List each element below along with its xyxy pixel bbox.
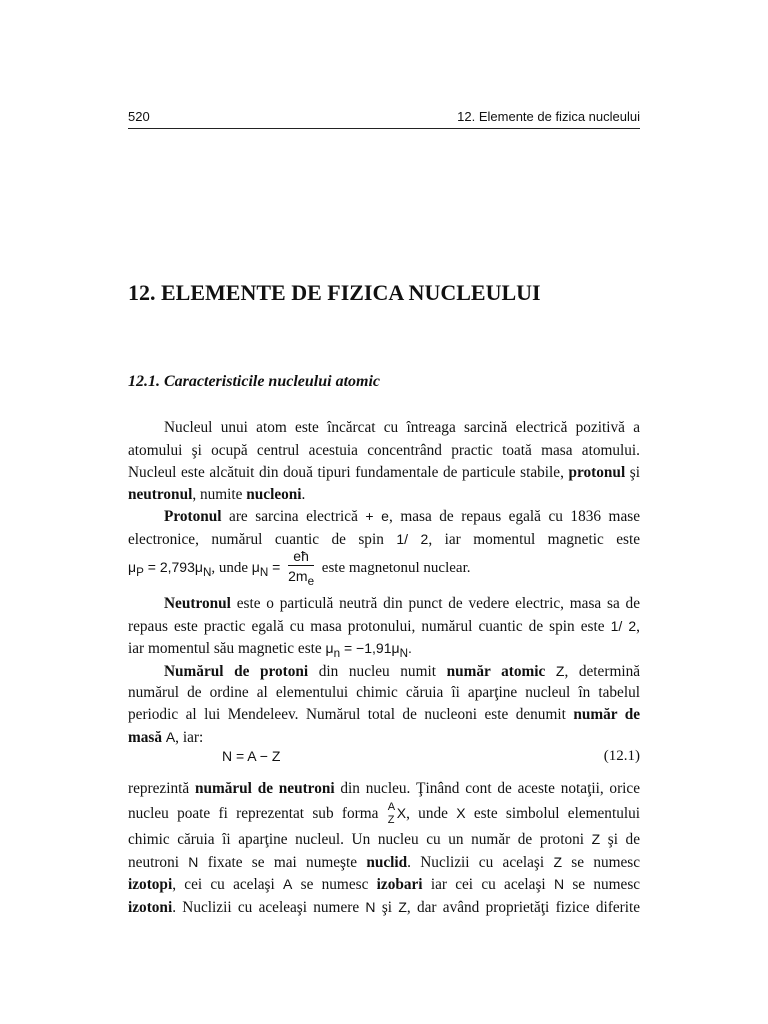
page-number: 520 [128, 109, 150, 124]
section-title: 12.1. Caracteristicile nucleului atomic [128, 373, 380, 390]
paragraph-line: chimic căruia îi aparţine nucleul. Un nucleu cu un număr de protoni Z şi de [128, 831, 640, 848]
magnetic-moment-formula: $\mu_P = 2,793\mu_N$, unde $\mu_N$ = $\frac{eħ}{2m_e}$ este magnetonul nuclear. [128, 548, 471, 589]
paragraph-line: neutroni N fixate se mai numeşte nuclid. Nuclizii cu acelaşi Z se numesc [128, 854, 641, 871]
paragraph-line: Nucleul este alcătuit din două tipuri fundamentale de particule stabile, protonul şi [128, 464, 640, 481]
paragraph-line: numărul de ordine al elementului chimic căruia îi aparţine nucleul în tabelul [128, 684, 640, 701]
magneton-fraction: $\frac{eħ}{2m_e}$ [288, 548, 315, 589]
paragraph-line: Numărul de protoni din nucleu numit număr atomic Z, determină [164, 663, 641, 680]
paragraph-line: Nucleul unui atom este încărcat cu întreaga sarcină electrică pozitivă a [164, 419, 640, 436]
paragraph-line: masă A, iar: [128, 729, 204, 746]
paragraph-line: reprezintă numărul de neutroni din nucleu. Ţinând cont de aceste notaţii, orice [128, 780, 641, 797]
paragraph-line: iar momentul său magnetic este $\mu_n = -1,91\mu_N$. [128, 640, 412, 660]
paragraph-line: atomului şi ocupă centrul acestuia concentrând practic toată masa atomului. [128, 442, 640, 459]
equation-number: (12.1) [603, 748, 640, 764]
equation: N = A − Z [222, 748, 281, 764]
paragraph-line: izotopi, cei cu acelaşi A se numesc izobari iar cei cu acelaşi N se numesc [128, 876, 641, 893]
paragraph-line: periodic al lui Mendeleev. Numărul total de nucleoni este denumit număr de [128, 706, 640, 723]
paragraph-line: Neutronul este o particulă neutră din punct de vedere electric, masa sa de [164, 595, 640, 612]
paragraph-line: Protonul are sarcina electrică + e, masa de repaus egală cu 1836 mase [164, 508, 640, 525]
nuclide-notation: A Z [387, 801, 396, 827]
paragraph-line: electronice, numărul cuantic de spin 1/ 2, iar momentul magnetic este [128, 531, 640, 548]
chapter-title: 12. ELEMENTE DE FIZICA NUCLEULUI [128, 280, 541, 305]
paragraph-line: repaus este practic egală cu masa protonului, numărul cuantic de spin este 1/ 2, [128, 618, 640, 635]
paragraph-line: neutronul, numite nucleoni. [128, 486, 306, 503]
paragraph-line: nucleu poate fi reprezentat sub forma A Z X, unde X este simbolul elementului [128, 801, 640, 827]
paragraph-line: izotoni. Nuclizii cu aceleaşi numere N şi Z, dar având proprietăţi fizice diferite [128, 899, 640, 916]
running-header-title: 12. Elemente de fizica nucleului [457, 109, 640, 124]
running-header [128, 108, 640, 129]
